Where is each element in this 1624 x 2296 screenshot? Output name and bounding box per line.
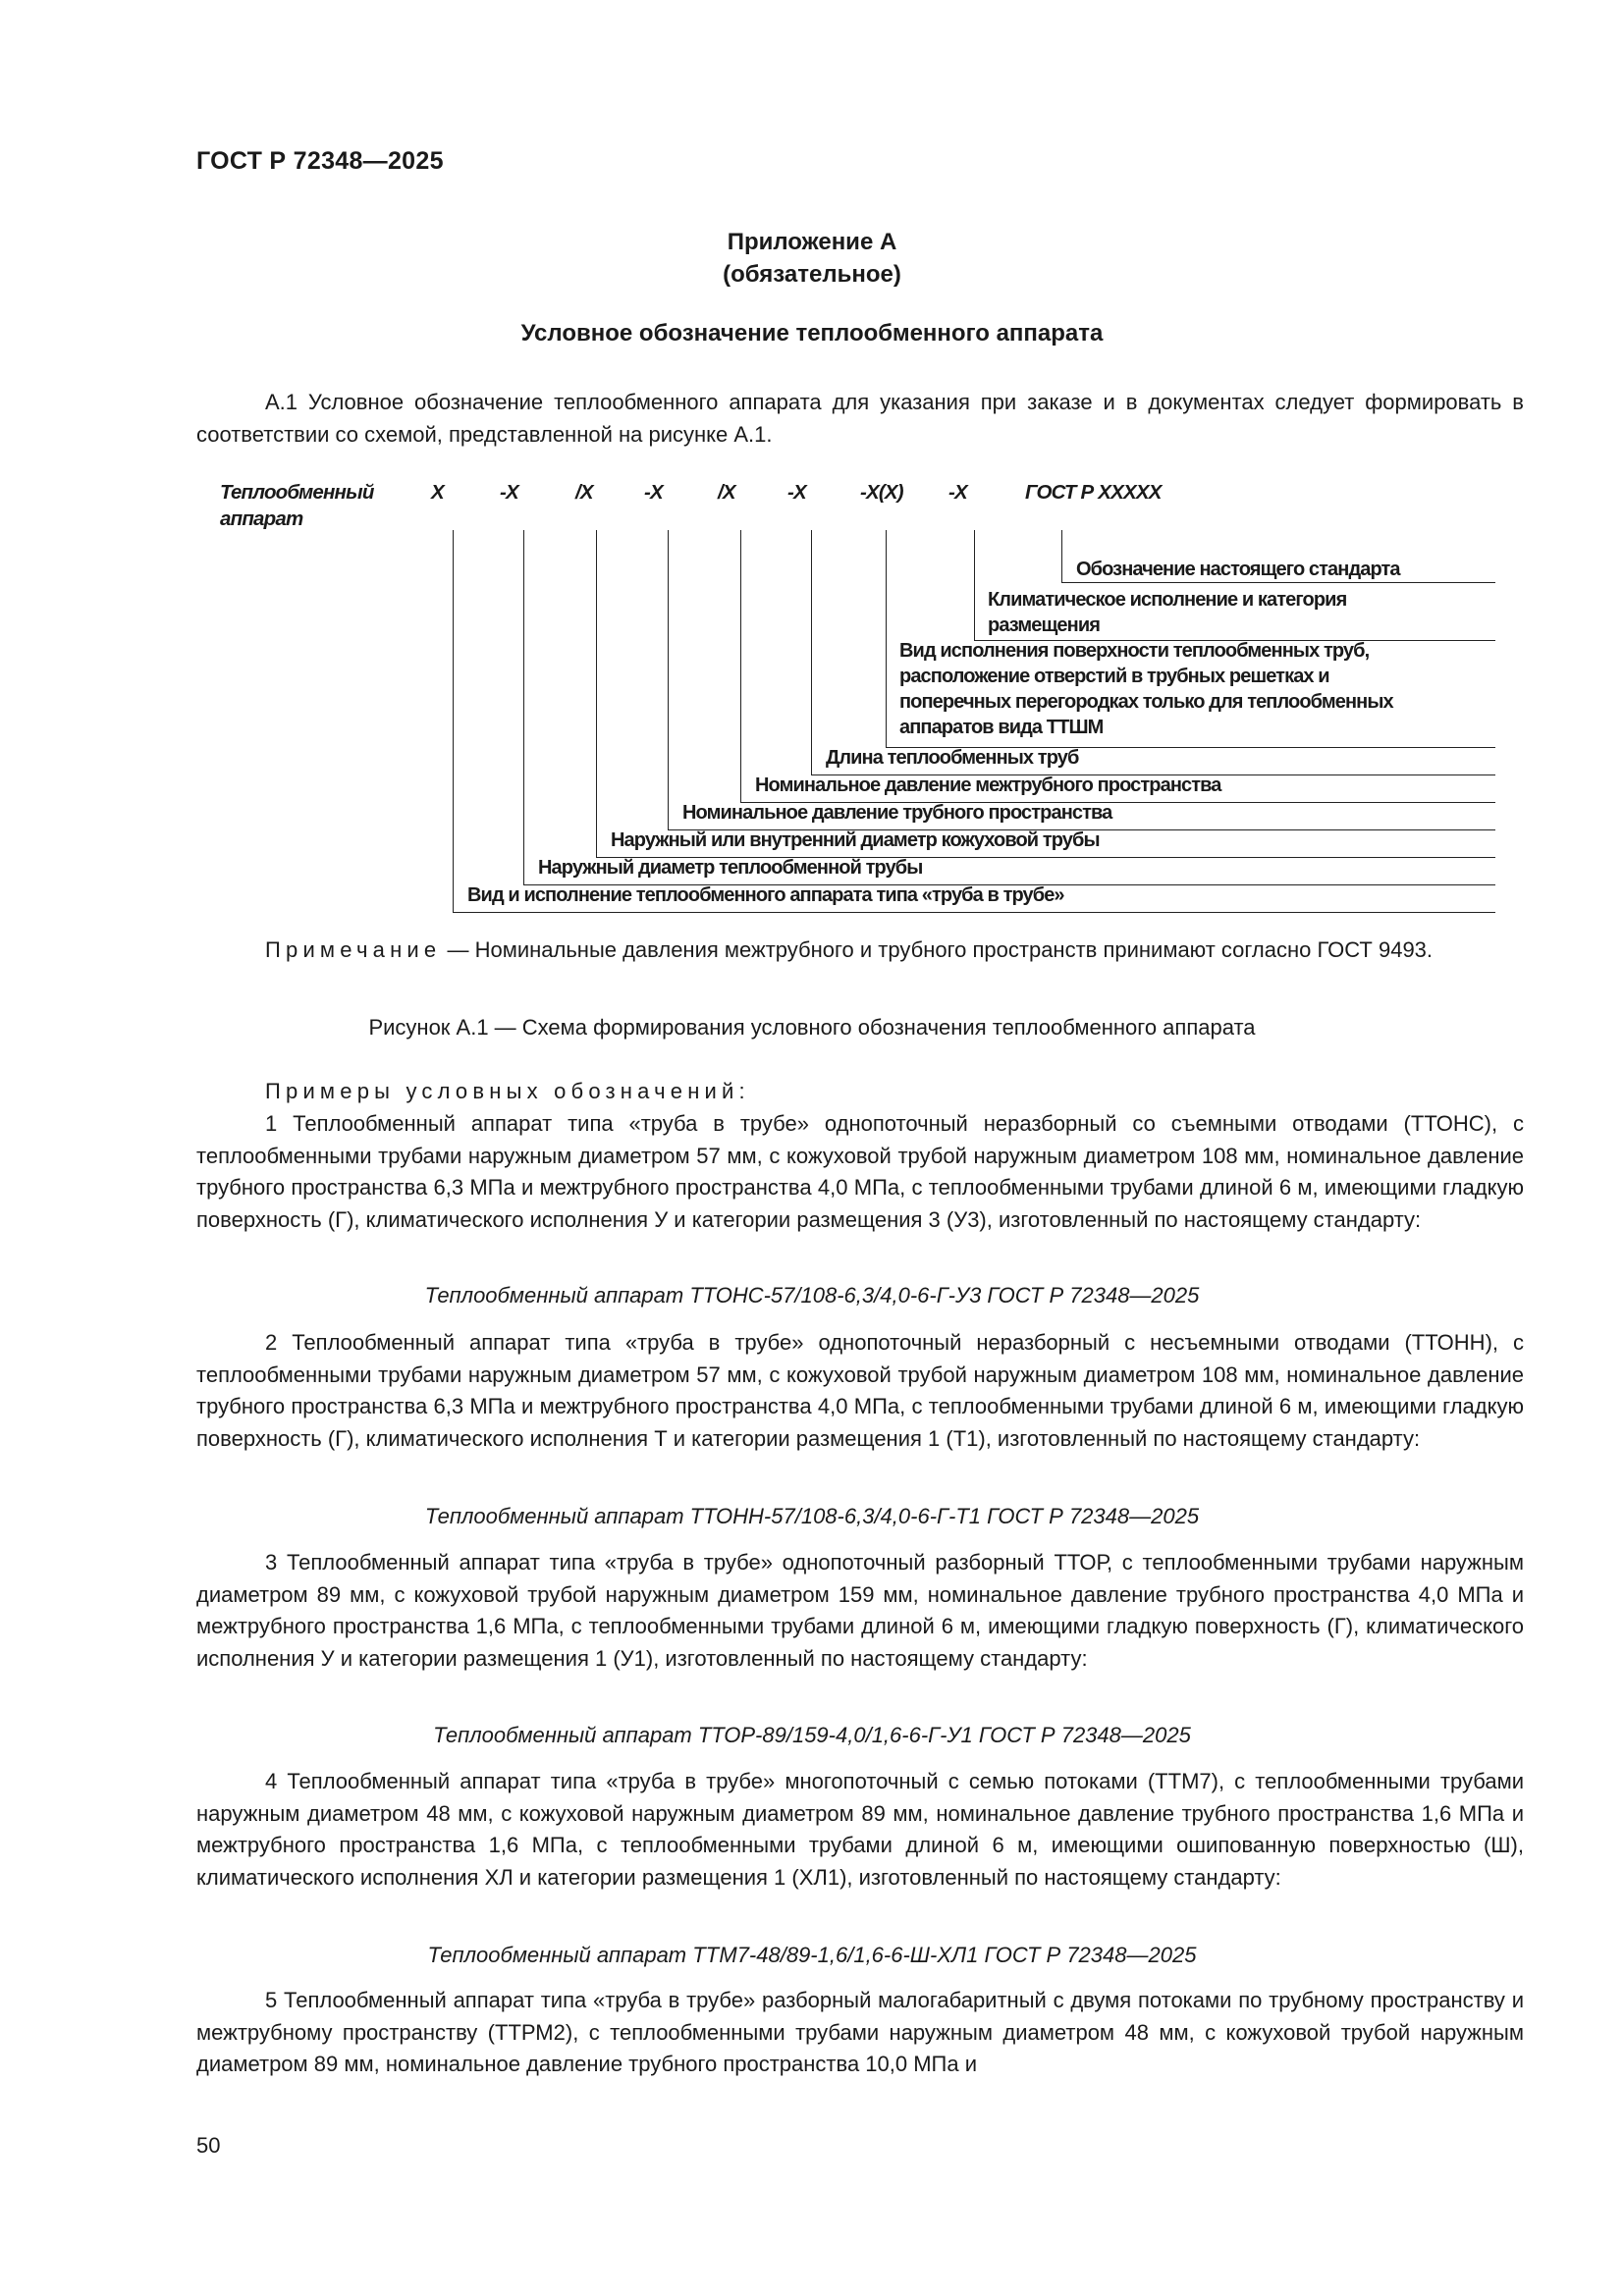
leader-vertical-4 <box>668 530 669 829</box>
label-climatic-line1: Климатическое исполнение и категория <box>988 589 1347 611</box>
label-climatic-line2: размещения <box>988 614 1100 636</box>
label-surface-line4: аппаратов вида ТТШМ <box>899 717 1104 738</box>
annex-heading <box>0 226 1624 291</box>
diagram-code-6: -Х <box>787 481 806 504</box>
leader-vertical-6 <box>811 530 812 774</box>
example-4-text: 4 Теплообменный аппарат типа «труба в трубе» многопоточный с семью потоками (ТТМ7), с теплообменными трубами наружным диаметром 48 мм, с кожуховой наружным диаметром 89 мм, номинальное давление трубного пространства 1,6 МПа и межтрубного пространства 1,6 МПа, с теплообменными трубами длиной 6 м, имеющими ошипованную поверхностью (Ш), климатического исполнения ХЛ и категории размещения 1 (ХЛ1), изготовленный по настоящему стандарту: <box>196 1769 1524 1890</box>
example-1-text: 1 Теплообменный аппарат типа «труба в трубе» однопоточный неразборный со съемными отводами (ТТОНС), с теплообменными трубами наружным диаметром 57 мм, с кожуховой трубой наружным диаметром 108 мм, номинальное давление трубного пространства 6,3 МПа и межтрубного пространства 4,0 МПа, с теплообменными трубами длиной 6 м, имеющими гладкую поверхность (Г), климатического исполнения У и категории размещения 3 (У3), изготовленный по настоящему стандарту: <box>196 1111 1524 1232</box>
label-shell-diameter: Наружный или внутренний диаметр кожуховой трубы <box>611 829 1100 851</box>
annex-status: (обязательное) <box>723 261 901 288</box>
leader-vertical-3 <box>596 530 597 857</box>
examples-heading: Примеры условных обозначений: <box>265 1079 750 1103</box>
diagram-code-1: Х <box>431 481 444 504</box>
page-number: 50 <box>196 2133 221 2158</box>
diagram-code-7: -Х(Х) <box>860 481 903 504</box>
diagram-code-4: -Х <box>644 481 663 504</box>
label-surface-line3: поперечных перегородках только для теплообменных <box>899 691 1393 713</box>
document-header: ГОСТ Р 72348—2025 <box>196 147 444 175</box>
label-tube-diameter: Наружный диаметр теплообменной трубы <box>538 857 923 879</box>
example-2-text: 2 Теплообменный аппарат типа «труба в трубе» однопоточный неразборный с несъемными отводами (ТТОНН), с теплообменными трубами наружным диаметром 57 мм, с кожуховой трубой наружным диаметром 108 мм, номинальное давление трубного пространства 6,3 МПа и межтрубного пространства 4,0 МПа, с теплообменными трубами длиной 6 м, имеющими гладкую поверхность (Г), климатического исполнения Т и категории размещения 1 (Т1), изготовленный по настоящему стандарту: <box>196 1330 1524 1451</box>
diagram-code-5: /Х <box>718 481 735 504</box>
label-surface-line2: расположение отверстий в трубных решетках и <box>899 666 1329 687</box>
label-type-version: Вид и исполнение теплообменного аппарата типа «труба в трубе» <box>467 884 1064 906</box>
leader-vertical-9 <box>1061 530 1062 582</box>
example-1-code: Теплообменный аппарат ТТОНС-57/108-6,3/4,0-6-Г-У3 ГОСТ Р 72348—2025 <box>424 1283 1200 1308</box>
section-title: Условное обозначение теплообменного аппарата <box>520 320 1104 347</box>
leader-vertical-7 <box>886 530 887 748</box>
label-surface-line1: Вид исполнения поверхности теплообменных труб, <box>899 640 1370 662</box>
note-text: — Номинальные давления межтрубного и трубного пространств принимают согласно ГОСТ 9493. <box>441 937 1434 962</box>
example-4-code: Теплообменный аппарат ТТМ7-48/89-1,6/1,6-6-Ш-ХЛ1 ГОСТ Р 72348—2025 <box>427 1943 1197 1967</box>
diagram-name-line1: Теплообменный <box>220 481 374 504</box>
label-tube-length: Длина теплообменных труб <box>826 747 1079 769</box>
example-2-code: Теплообменный аппарат ТТОНН-57/108-6,3/4,0-6-Г-Т1 ГОСТ Р 72348—2025 <box>424 1504 1200 1528</box>
designation-scheme-diagram <box>0 0 1624 942</box>
leader-vertical-2 <box>523 530 524 884</box>
diagram-code-9: ГОСТ Р ХХХХХ <box>1025 481 1162 504</box>
example-5-text: 5 Теплообменный аппарат типа «труба в трубе» разборный малогабаритный с двумя потоками по трубному пространству и межтрубному пространству (ТТРМ2), с теплообменными трубами наружным диаметром 48 мм, с кожуховой трубой наружным диаметром 89 мм, номинальное давление трубного пространства 10,0 МПа и <box>196 1988 1524 2076</box>
leader-vertical-8 <box>974 530 975 641</box>
annex-title: Приложение А <box>727 229 897 255</box>
leader-vertical-1 <box>453 530 454 912</box>
label-shell-pressure: Номинальное давление межтрубного пространства <box>755 774 1221 796</box>
leader-vertical-5 <box>740 530 741 803</box>
example-3-text: 3 Теплообменный аппарат типа «труба в трубе» однопоточный разборный ТТОР, с теплообменными трубами наружным диаметром 89 мм, с кожуховой трубой наружным диаметром 159 мм, номинальное давление трубного пространства 4,0 МПа и межтрубного пространства 1,6 МПа, с теплообменными трубами длиной 6 м, имеющими гладкую поверхность (Г), климатического исполнения У и категории размещения 1 (У1), изготовленный по настоящему стандарту: <box>196 1550 1524 1671</box>
leader-horizontal-1 <box>453 912 1495 913</box>
example-3-code: Теплообменный аппарат ТТОР-89/159-4,0/1,6-6-Г-У1 ГОСТ Р 72348—2025 <box>433 1723 1191 1747</box>
leader-horizontal-9 <box>1061 582 1495 583</box>
label-standard-designation: Обозначение настоящего стандарта <box>1076 559 1400 580</box>
note-label: Примечание <box>265 937 442 962</box>
diagram-code-8: -Х <box>948 481 967 504</box>
intro-paragraph: А.1 Условное обозначение теплообменного аппарата для указания при заказе и в документах следует формировать в соответствии со схемой, представленной на рисунке А.1. <box>196 390 1524 447</box>
diagram-name-line2: аппарат <box>220 507 303 530</box>
figure-note <box>196 934 1524 967</box>
label-tube-pressure: Номинальное давление трубного пространства <box>682 802 1112 824</box>
figure-caption: Рисунок А.1 — Схема формирования условного обозначения теплообменного аппарата <box>368 1015 1256 1040</box>
diagram-code-3: /Х <box>575 481 593 504</box>
diagram-code-2: -Х <box>500 481 518 504</box>
